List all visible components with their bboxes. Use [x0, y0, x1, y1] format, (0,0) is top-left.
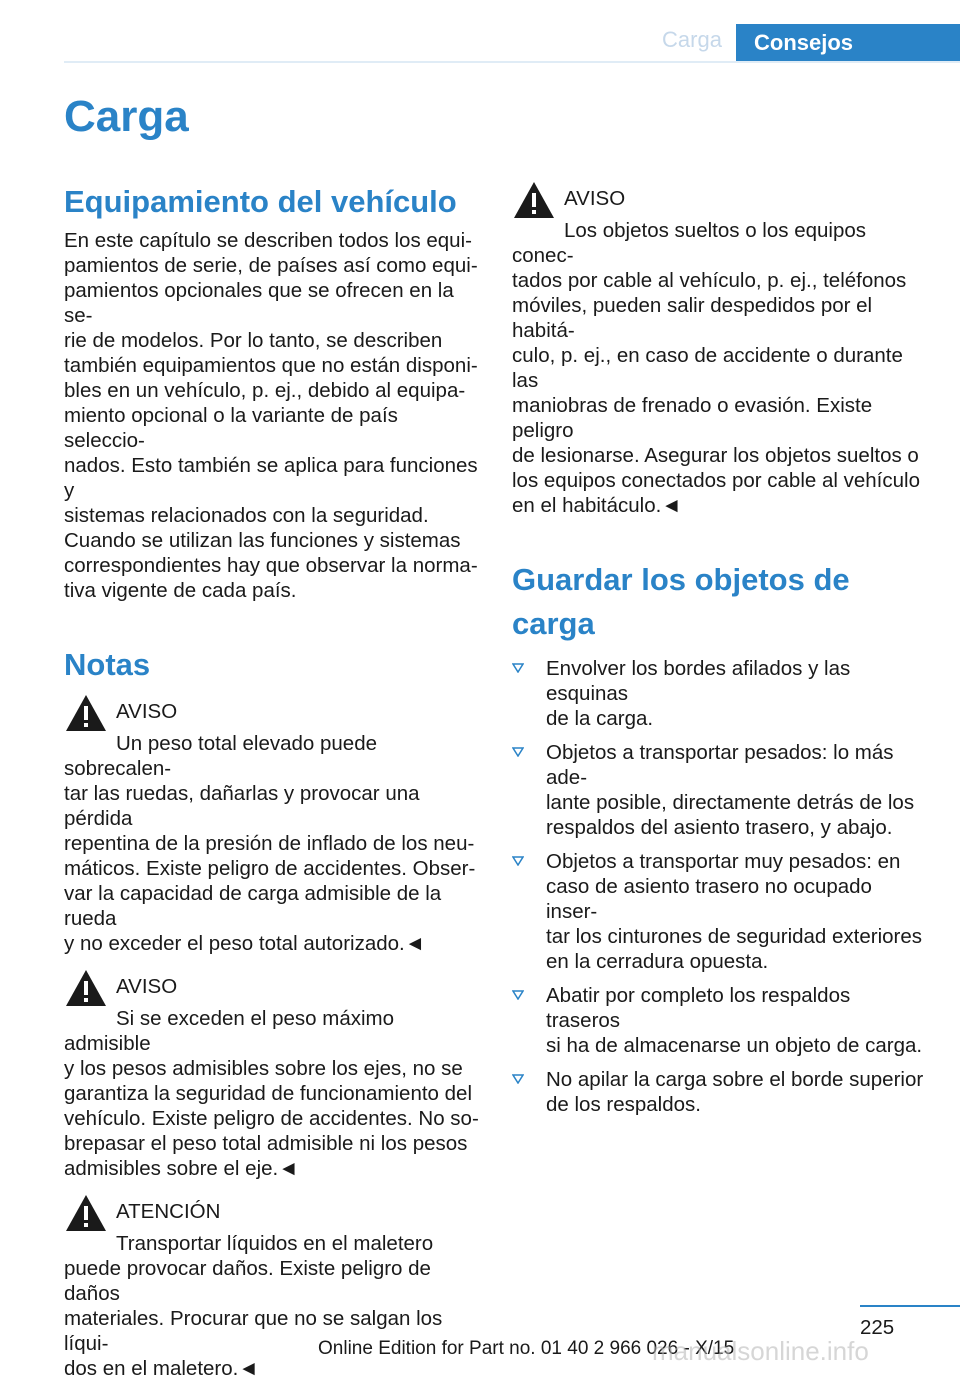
- warning-icon: [64, 1193, 108, 1233]
- text-line: tar las ruedas, dañarlas y provocar una pérdida: [64, 782, 420, 830]
- text-line: pamientos de serie, de países así como equi-: [64, 254, 478, 277]
- text-line: y los pesos admisibles sobre los ejes, no se: [64, 1057, 463, 1080]
- triangle-bullet-icon: [512, 990, 524, 1000]
- triangle-bullet-icon: [512, 663, 524, 673]
- warning-label: AVISO: [116, 975, 178, 998]
- notes-heading: Notas: [64, 647, 151, 682]
- header-divider: [64, 61, 960, 63]
- warning-icon: [64, 968, 108, 1008]
- text-line: lante posible, directamente detrás de los: [546, 791, 915, 814]
- text-line: materiales. Procurar que no se salgan los líqui-: [64, 1307, 443, 1355]
- triangle-bullet-icon: [512, 747, 524, 757]
- text-line: Cuando se utilizan las funciones y sistemas: [64, 529, 461, 552]
- text-line: tiva vigente de cada país.: [64, 579, 297, 602]
- warning-box: [512, 186, 928, 518]
- list-item: [512, 849, 928, 974]
- text-line: de lesionarse. Asegurar los objetos sueltos o: [512, 444, 919, 467]
- warning-label: AVISO: [116, 700, 178, 723]
- warning-text: [512, 218, 928, 518]
- chapter-tab: Consejos: [736, 24, 960, 62]
- list-item: [512, 656, 928, 731]
- left-column: [64, 180, 480, 1399]
- text-line: garantiza la seguridad de funcionamiento del: [64, 1082, 472, 1105]
- page-title: Carga: [64, 92, 189, 141]
- warning-icon: [512, 180, 556, 220]
- text-line: vehículo. Existe peligro de accidentes. No so-: [64, 1107, 479, 1130]
- text-line: Los objetos sueltos o los equipos conec-: [512, 219, 867, 267]
- warning-icon: [64, 693, 108, 733]
- text-line: Transportar líquidos en el maletero: [116, 1232, 434, 1255]
- warning-box: [64, 974, 480, 1181]
- equipment-paragraph: [64, 228, 480, 603]
- text-line: correspondientes hay que observar la norma-: [64, 554, 478, 577]
- text-line: respaldos del asiento trasero, y abajo.: [546, 816, 893, 839]
- text-line: var la capacidad de carga admisible de la rueda: [64, 882, 442, 930]
- footer-divider: [860, 1305, 960, 1307]
- caution-label: ATENCIÓN: [116, 1200, 221, 1223]
- text-line: caso de asiento trasero no ocupado inser-: [546, 875, 872, 923]
- text-line: miento opcional o la variante de país seleccio-: [64, 404, 398, 452]
- text-line: dos en el maletero.◄: [64, 1357, 259, 1380]
- text-line: puede provocar daños. Existe peligro de daños: [64, 1257, 431, 1305]
- storage-list: [512, 656, 928, 1117]
- text-line: y no exceder el peso total autorizado.◄: [64, 932, 426, 955]
- text-line: de los respaldos.: [546, 1093, 701, 1116]
- page-number: 225: [860, 1316, 895, 1339]
- text-line: Abatir por completo los respaldos traseros: [546, 984, 851, 1032]
- text-line: también equipamientos que no están disponi-: [64, 354, 478, 377]
- list-item: [512, 983, 928, 1058]
- text-line: tados por cable al vehículo, p. ej., teléfonos: [512, 269, 907, 292]
- text-line: Objetos a transportar muy pesados: en: [546, 850, 901, 873]
- text-line: En este capítulo se describen todos los equi-: [64, 229, 472, 252]
- text-line: en la cerradura opuesta.: [546, 950, 769, 973]
- text-line: nados. Esto también se aplica para funciones y: [64, 454, 478, 502]
- page-header: [0, 0, 960, 62]
- text-line: los equipos conectados por cable al vehículo: [512, 469, 920, 492]
- warning-box: [64, 699, 480, 956]
- right-column: [512, 180, 928, 1126]
- watermark: manualsonline.info: [652, 1336, 869, 1366]
- warning-text: [64, 1006, 480, 1181]
- list-item: [512, 1067, 928, 1117]
- warning-label: AVISO: [564, 187, 626, 210]
- list-item: [512, 740, 928, 840]
- text-line: admisibles sobre el eje.◄: [64, 1157, 299, 1180]
- text-line: si ha de almacenarse un objeto de carga.: [546, 1034, 923, 1057]
- text-line: sistemas relacionados con la seguridad.: [64, 504, 429, 527]
- storage-heading: Guardar los objetos de carga: [512, 562, 850, 641]
- text-line: bles en un vehículo, p. ej., debido al equipa-: [64, 379, 466, 402]
- text-line: Envolver los bordes afilados y las esquinas: [546, 657, 851, 705]
- triangle-bullet-icon: [512, 856, 524, 866]
- text-line: Objetos a transportar pesados: lo más ade-: [546, 741, 894, 789]
- edition-line: Online Edition for Part no. 01 40 2 966 026 - X/15: [318, 1338, 735, 1359]
- text-line: repentina de la presión de inflado de los neu-: [64, 832, 475, 855]
- triangle-bullet-icon: [512, 1074, 524, 1084]
- text-line: rie de modelos. Por lo tanto, se describen: [64, 329, 443, 352]
- text-line: Un peso total elevado puede sobrecalen-: [64, 732, 378, 780]
- text-line: móviles, pueden salir despedidos por el habitá-: [512, 294, 873, 342]
- text-line: máticos. Existe peligro de accidentes. Obser-: [64, 857, 476, 880]
- text-line: maniobras de frenado o evasión. Existe peligro: [512, 394, 873, 442]
- text-line: brepasar el peso total admisible ni los pesos: [64, 1132, 468, 1155]
- text-line: en el habitáculo.◄: [512, 494, 682, 517]
- section-tab: Carga: [662, 27, 722, 52]
- text-line: No apilar la carga sobre el borde superior: [546, 1068, 924, 1091]
- equipment-heading: Equipamiento del vehículo: [64, 184, 457, 219]
- text-line: pamientos opcionales que se ofrecen en la se-: [64, 279, 454, 327]
- text-line: culo, p. ej., en caso de accidente o durante las: [512, 344, 903, 392]
- warning-text: [64, 731, 480, 956]
- text-line: tar los cinturones de seguridad exteriores: [546, 925, 923, 948]
- text-line: Si se exceden el peso máximo admisible: [64, 1007, 395, 1055]
- text-line: de la carga.: [546, 707, 654, 730]
